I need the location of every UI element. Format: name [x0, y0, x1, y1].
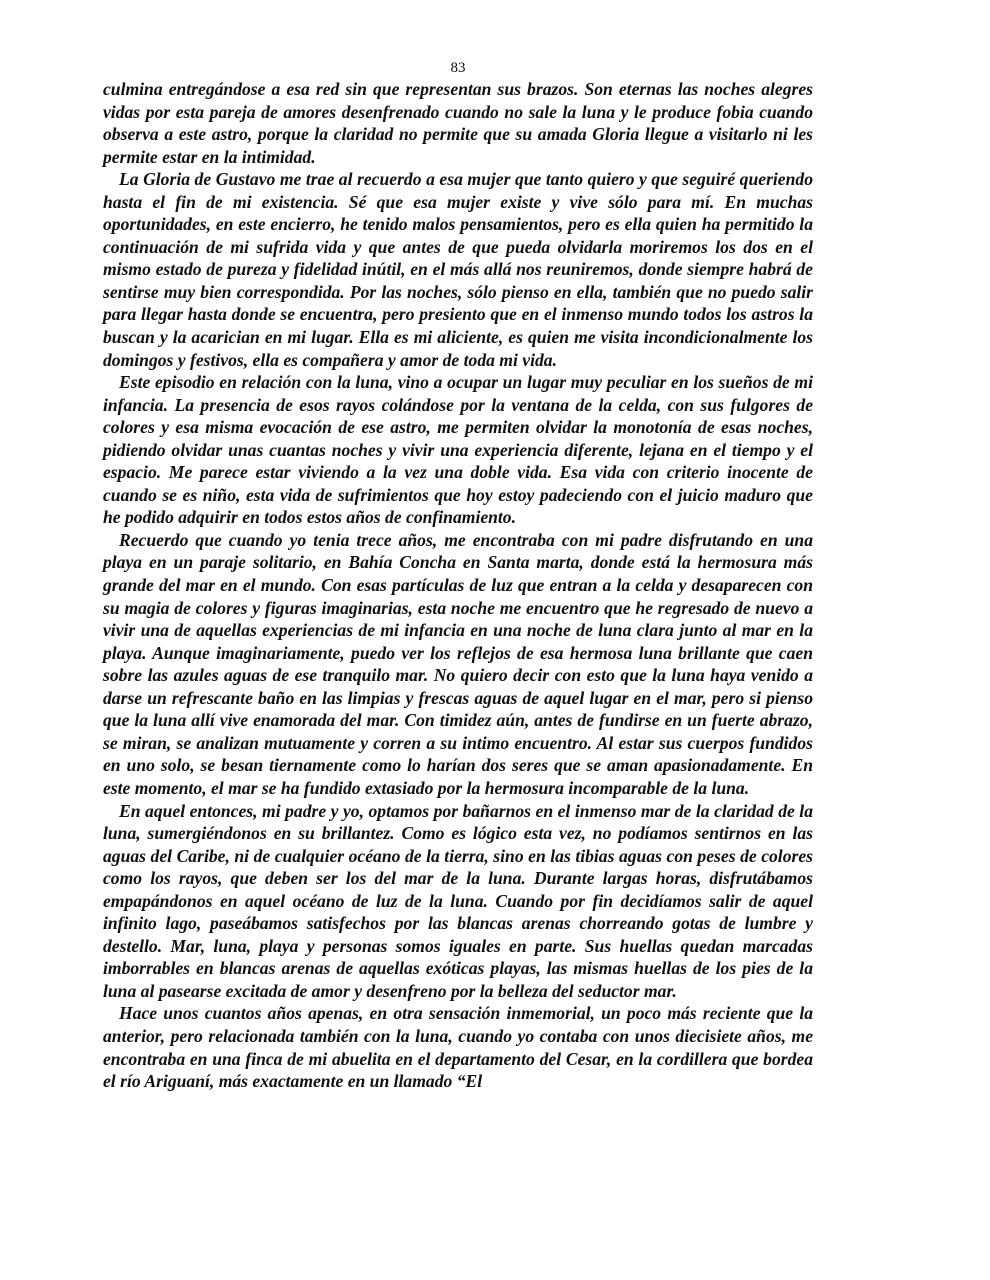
paragraph-5: En aquel entonces, mi padre y yo, optamos por bañarnos en el inmenso mar de la claridad de la luna, sumergiéndonos en su brillantez. Como es lógico esta vez, no podíamos sentirnos en las aguas del Caribe, ni de cualquier océano de la tierra, sino en las tibias aguas con peses de colores como los rayos, que deben ser los del mar de la luna. Durante largas horas, disfrutábamos empapándonos en aquel océano de luz de la luna. Cuando por fin decidíamos salir de aquel infinito lago, paseábamos satisfechos por las blancas arenas chorreando gotas de lumbre y destello. Mar, luna, playa y personas somos iguales en parte. Sus huellas quedan marcadas imborrables en blancas arenas de aquellas exóticas playas, las mismas huellas de los pies de la luna al pasearse excitada de amor y desenfreno por la belleza del seductor mar. [103, 800, 813, 1001]
paragraph-4: Recuerdo que cuando yo tenia trece años, me encontraba con mi padre disfrutando en una playa en un paraje solitario, en Bahía Concha en Santa marta, donde está la hermosura más grande del mar en el mundo. Con esas partículas de luz que entran a la celda y desaparecen con su magia de colores y figuras imaginarias, esta noche me encuentro que he regresado de nuevo a vivir una de aquellas experiencias de mi infancia en una noche de luna clara junto al mar en la playa. Aunque imaginariamente, puedo ver los reflejos de esa hermosa luna brillante que caen sobre las azules aguas de ese tranquilo mar. No quiero decir con esto que la luna haya venido a darse un refrescante baño en las limpias y frescas aguas de aquel lugar en el mar, pero si pienso que la luna allí vive enamorada del mar. Con timidez aún, antes de fundirse en un fuerte abrazo, se miran, se analizan mutuamente y corren a su intimo encuentro. Al estar sus cuerpos fundidos en uno solo, se besan tiernamente como lo harían dos seres que se aman apasionadamente. En este momento, el mar se ha fundido extasiado por la hermosura incomparable de la luna. [103, 529, 813, 798]
body-text [103, 78, 813, 1093]
document-page [103, 58, 813, 1093]
paragraph-6: Hace unos cuantos años apenas, en otra sensación inmemorial, un poco más reciente que la anterior, pero relacionada también con la luna, cuando yo contaba con unos diecisiete años, me encontraba en una finca de mi abuelita en el departamento del Cesar, en la cordillera que bordea el río Ariguaní, más exactamente en un llamado “El [103, 1003, 813, 1092]
paragraph-1: culmina entregándose a esa red sin que representan sus brazos. Son eternas las noches alegres vidas por esta pareja de amores desenfrenado cuando no sale la luna y le produce fobia cuando observa a este astro, porque la claridad no permite que su amada Gloria llegue a visitarlo ni les permite estar en la intimidad. [103, 79, 813, 167]
page-number: 83 [450, 60, 466, 76]
paragraph-2: La Gloria de Gustavo me trae al recuerdo a esa mujer que tanto quiero y que seguiré queriendo hasta el fin de mi existencia. Sé que esa mujer existe y vive sólo para mí. En muchas oportunidades, en este encierro, he tenido malos pensamientos, pero es ella quien ha permitido la continuación de mi sufrida vida y que antes de que pueda olvidarla moriremos los dos en el mismo estado de pureza y fidelidad inútil, en el más allá nos reuniremos, donde siempre habrá de sentirse muy bien correspondida. Por las noches, sólo pienso en ella, también que no puedo salir para llegar hasta donde se encuentra, pero presiento que en el inmenso mundo todos los astros la buscan y la acarician en mi lugar. Ella es mi aliciente, es quien me visita incondicionalmente los domingos y festivos, ella es compañera y amor de toda mi vida. [103, 169, 813, 370]
paragraph-3: Este episodio en relación con la luna, vino a ocupar un lugar muy peculiar en los sueños de mi infancia. La presencia de esos rayos colándose por la ventana de la celda, con sus fulgores de colores y esa misma evocación de ese astro, me permiten olvidar la monotonía de esas noches, pidiendo olvidar unas cuantas noches y vivir una experiencia diferente, lejana en el tiempo y el espacio. Me parece estar viviendo a la vez una doble vida. Esa vida con criterio inocente de cuando se es niño, esta vida de sufrimientos que hoy estoy padeciendo con el juicio maduro que he podido adquirir en todos estos años de confinamiento. [103, 372, 813, 528]
